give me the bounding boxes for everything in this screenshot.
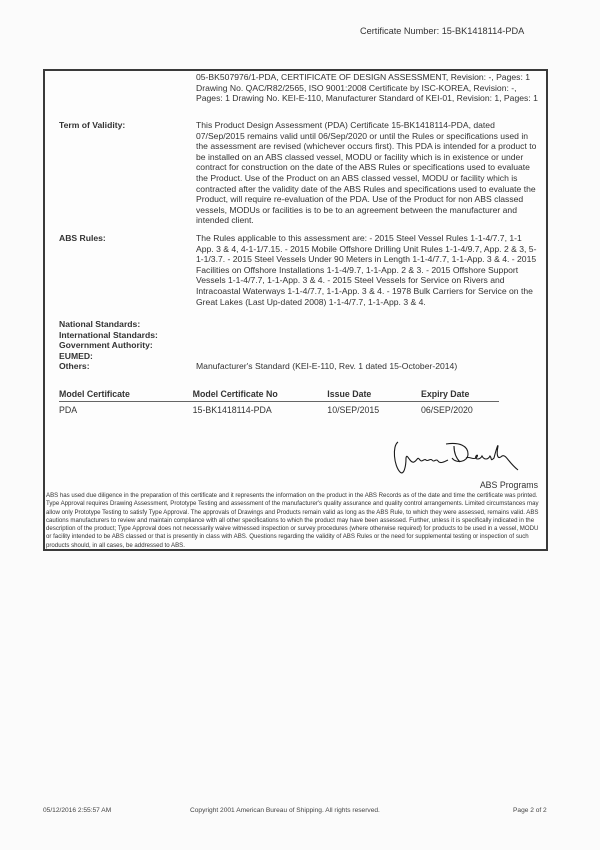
abs-rules-value: The Rules applicable to this assessment are: - 2015 Steel Vessel Rules 1-1-4/7.7, 1-1 App. 3 & 4, 4-1-1/7.15. - 2015 Mobile Offshore Drilling Unit Rules 1-1-4/9.7, App. 2 & 3, 5-1-1/3.7. - 2015 Steel Vessels Under 90 Meters in Length 1-1-4/7.7, 1-1-App. 3 & 4. - 2015 Facilities on Offshore Installations 1-1-4/9.7, 1-1-App. 2 & 3. - 2015 Offshore Support Vessels 1-1-4/7.7, 1-1-App. 3 & 4. - 2015 Steel Vessels for Service on Rivers and Intracoastal Waterways 1-1-4/7.7, 1-1-App. 3 & 4. - 1978 Bulk Carriers for Service on the Great Lakes (Last Up-dated 2008) 1-1-4/7.7, 1-1-App. 3 & 4. bbox=[196, 233, 537, 307]
model-certificate-table bbox=[59, 389, 499, 415]
copyright-notice: Copyright 2001 American Bureau of Shipping. All rights reserved. bbox=[190, 807, 380, 814]
standards-labels bbox=[59, 319, 158, 372]
header-model-certificate-no: Model Certificate No bbox=[192, 389, 278, 399]
disclaimer-text: ABS has used due diligence in the preparation of this certificate and it represents the information on the product in the ABS Records as of the date and time the certificate was printed. Type Approval requires Drawing Assessment, Prototype Testing and assessment of the manufacturer's quality assurance and quality control arrangements. Limited circumstances may allow only Prototype Testing to satisfy Type Approval. The approvals of Drawings and Products remain valid as long as the ABS Rule, to which they were assessed, remains valid. ABS cautions manufacturers to review and maintain compliance with all other specifications to which the product may have been assessed. Further, unless it is specifically indicated in the description of the product; Type Approval does not necessarily waive witnessed inspection or survey procedures (where otherwise required) for products to be used in a vessel, MODU or facility intended to be ABS classed or that is presently in class with ABS. Questions regarding the validity of ABS Rules or the need for supplemental testing or inspection of such products should, in all cases, be addressed to ABS. bbox=[46, 492, 539, 549]
international-standards-label: International Standards: bbox=[59, 329, 158, 340]
others-label: Others: bbox=[59, 361, 90, 372]
page-number: Page 2 of 2 bbox=[513, 807, 547, 814]
cell-expiry-date: 06/SEP/2020 bbox=[420, 405, 473, 415]
continued-documents-text: 05-BK507976/1-PDA, CERTIFICATE OF DESIGN ASSESSMENT, Revision: -, Pages: 1 Drawing No. QAC/R82/2565, ISO 9001:2008 Certificate by ISC-KOREA, Revision: -, Pages: 1 Drawing No. KEI-E-110, Manufacturer Standard of KEI-01, Revision: 1, Pages: 1 bbox=[196, 72, 538, 104]
abs-rules-label: ABS Rules: bbox=[59, 233, 106, 243]
term-of-validity-label: Term of Validity: bbox=[59, 120, 126, 130]
signature-image bbox=[390, 436, 520, 480]
cell-model-certificate: PDA bbox=[59, 405, 78, 415]
cell-issue-date: 10/SEP/2015 bbox=[327, 405, 380, 415]
national-standards-label: National Standards: bbox=[59, 319, 141, 329]
signer-title: ABS Programs bbox=[479, 480, 538, 490]
certificate-number: Certificate Number: 15-BK1418114-PDA bbox=[360, 26, 525, 36]
eumed-label: EUMED: bbox=[59, 350, 93, 361]
header-expiry-date: Expiry Date bbox=[420, 389, 470, 399]
government-authority-label: Government Authority: bbox=[59, 340, 153, 351]
certificate-details-box bbox=[43, 69, 548, 551]
others-value: Manufacturer's Standard (KEI-E-110, Rev. 1 dated 15-October-2014) bbox=[196, 361, 458, 372]
header-issue-date: Issue Date bbox=[327, 389, 372, 399]
model-table-header bbox=[59, 389, 499, 402]
header-model-certificate: Model Certificate bbox=[59, 389, 130, 399]
cell-model-certificate-no: 15-BK1418114-PDA bbox=[192, 405, 272, 415]
table-row bbox=[59, 402, 499, 415]
term-of-validity-value: This Product Design Assessment (PDA) Certificate 15-BK1418114-PDA, dated 07/Sep/2015 remains valid until 06/Sep/2020 or until the Rules or specifications used in the assessment are revised (whichever occurs first). This PDA is intended for a product to be installed on an ABS classed vessel, MODU or facility which is in existence or under contract for construction on the date of the ABS Rules or specifications used to evaluate the Product. Use of the Product on an ABS classed vessel, MODU or facility which is contracted after the validity date of the ABS Rules and specifications used to evaluate the Product, will require re-evaluation of the PDA. Use of the Product for non ABS classed vessels, MODUs or facilities is to be to an agreement between the manufacturer and intended client. bbox=[196, 120, 537, 226]
print-timestamp: 05/12/2016 2:55:57 AM bbox=[43, 807, 112, 814]
